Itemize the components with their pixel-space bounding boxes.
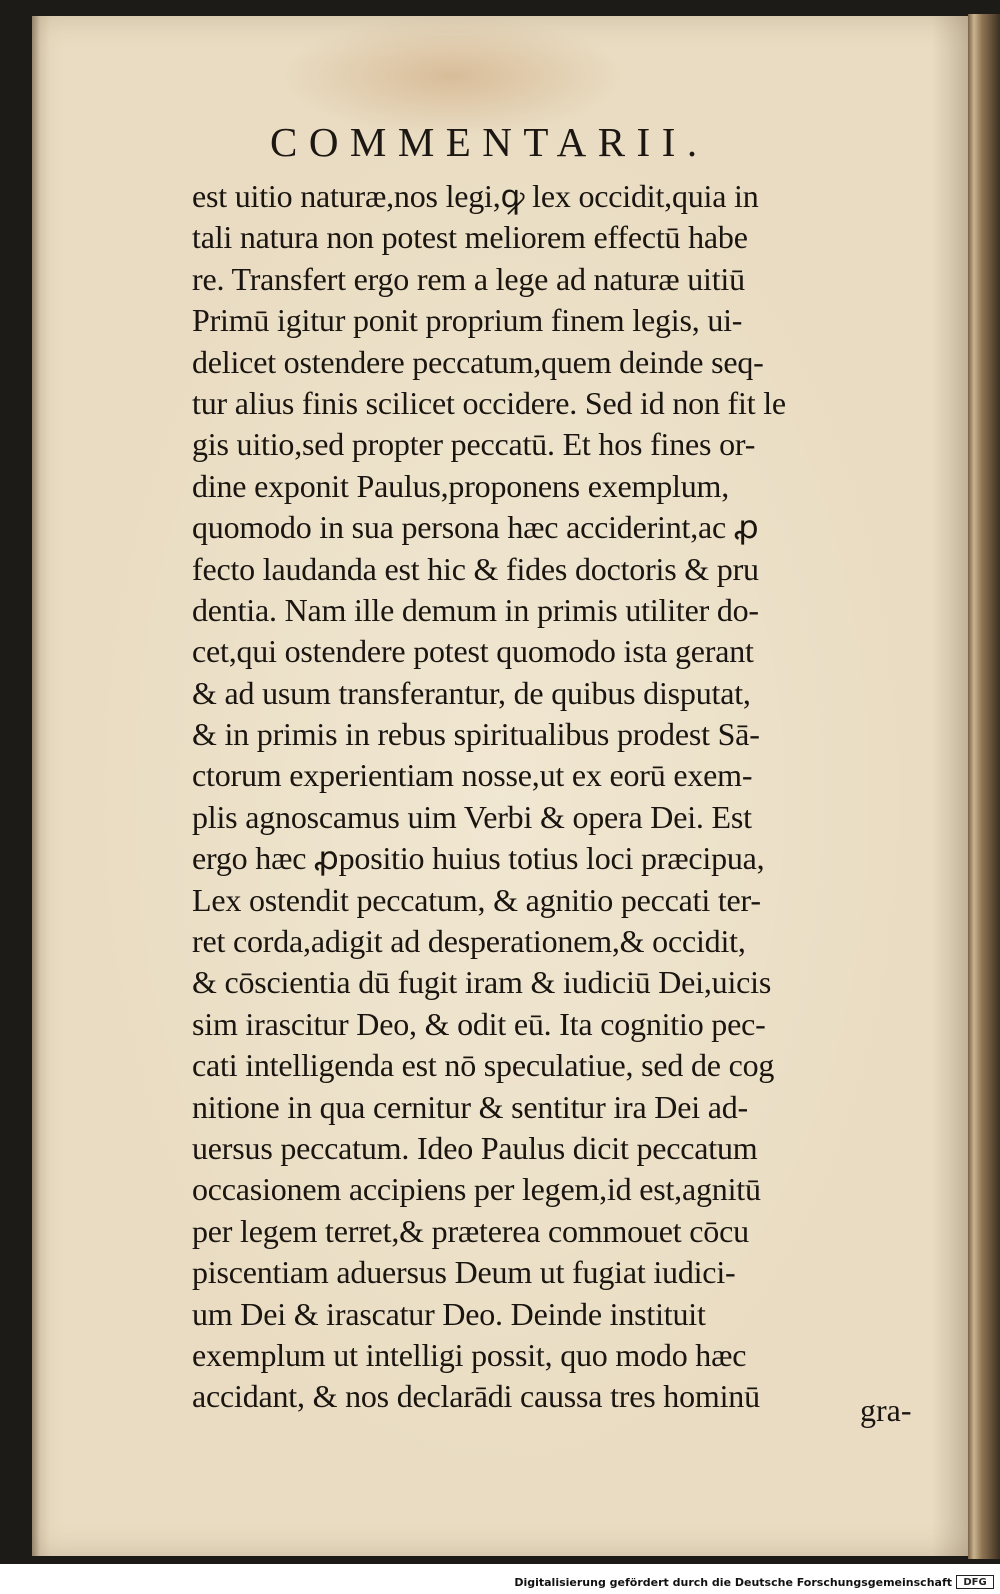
text-line: dine exponit Paulus,proponens exemplum, — [192, 467, 730, 504]
text-line: gis uitio,sed propter peccatū. Et hos fines or- — [192, 426, 756, 463]
text-line: quomodo in sua persona hæc acciderint,ac ꝓ — [192, 509, 759, 546]
text-line: nitione in qua cernitur & sentitur ira Dei ad- — [192, 1088, 748, 1125]
text-line: tur alius finis scilicet occidere. Sed id non fit le — [192, 384, 786, 421]
text-line: delicet ostendere peccatum,quem deinde seq- — [192, 343, 764, 380]
text-line: piscentiam aduersus Deum ut fugiat iudici- — [192, 1254, 736, 1291]
text-line: accidant, & nos declarādi caussa tres hominū — [192, 1378, 760, 1415]
page-edge — [968, 14, 1000, 1559]
text-line: cet,qui ostendere potest quomodo ista gerant — [192, 633, 754, 670]
body-text — [192, 176, 962, 1418]
running-head: COMMENTARII. — [270, 119, 709, 165]
text-line: re. Transfert ergo rem a lege ad naturæ uitiū — [192, 260, 745, 297]
text-line: Lex ostendit peccatum, & agnitio peccati ter- — [192, 881, 761, 918]
text-line: Primū igitur ponit proprium finem legis, ui- — [192, 302, 743, 339]
text-line: est uitio naturæ,nos legi,ꝙ lex occidit,quia in — [192, 178, 759, 214]
text-line: ctorum experientiam nosse,ut ex eorū exem- — [192, 757, 753, 794]
text-line: fecto laudanda est hic & fides doctoris & pru — [192, 550, 759, 587]
gutter-shadow — [32, 16, 40, 1556]
text-line: plis agnoscamus uim Verbi & opera Dei. Est — [192, 798, 752, 835]
text-line: tali natura non potest meliorem effectū habe — [192, 219, 748, 256]
text-line: ergo hæc ꝓpositio huius totius loci præcipua, — [192, 840, 765, 877]
text-line: sim irascitur Deo, & odit eū. Ita cognitio pec- — [192, 1005, 766, 1042]
funding-credit: Digitalisierung gefördert durch die Deutsche Forschungsgemeinschaft — [514, 1576, 952, 1589]
text-line: & in primis in rebus spiritualibus prodest Sā- — [192, 716, 760, 753]
text-line: per legem terret,& præterea commouet cōcu — [192, 1212, 749, 1249]
catchword: gra- — [860, 1392, 912, 1428]
footer-bar — [0, 1574, 1000, 1594]
dfg-logo: DFG — [956, 1575, 994, 1589]
text-line: uersus peccatum. Ideo Paulus dicit peccatum — [192, 1129, 758, 1166]
text-line: ret corda,adigit ad desperationem,& occidit, — [192, 923, 746, 960]
text-line: dentia. Nam ille demum in primis utiliter do- — [192, 591, 759, 628]
text-line: exemplum ut intelligi possit, quo modo hæc — [192, 1336, 747, 1373]
text-line: occasionem accipiens per legem,id est,agnitū — [192, 1171, 761, 1208]
text-line: & ad usum transferantur, de quibus disputat, — [192, 674, 751, 711]
text-line: um Dei & irascatur Deo. Deinde instituit — [192, 1295, 706, 1332]
text-line: & cōscientia dū fugit iram & iudiciū Dei,uicis — [192, 964, 772, 1001]
text-line: cati intelligenda est nō speculatiue, sed de cog — [192, 1047, 775, 1084]
